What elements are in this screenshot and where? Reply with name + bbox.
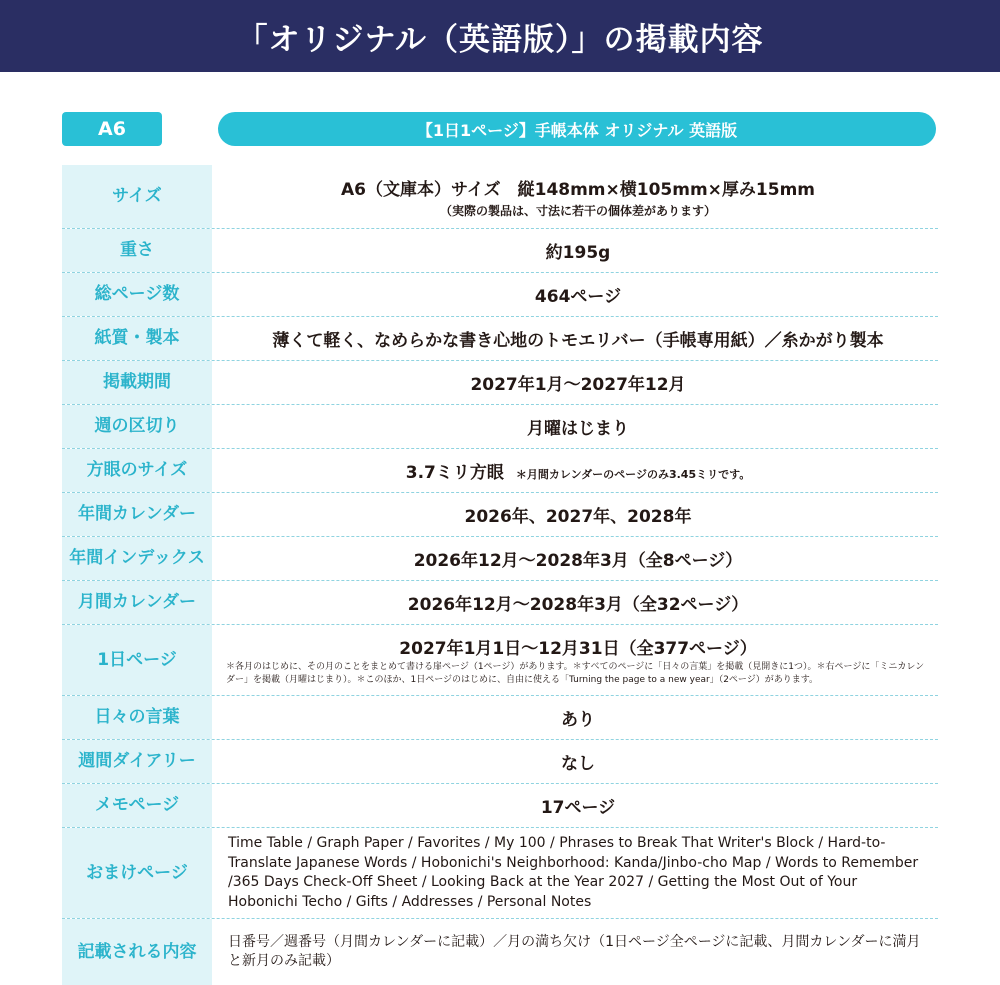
spec-note: ＊各月のはじめに、その月のことをまとめて書ける扉ページ（1ページ）があります。＊すべてのページに「日々の言葉」を掲載（見開きに1つ）。＊右ページに「ミニカレンダー」を掲載（月曜はじまり）。＊このほか、1日ページのはじめに、自由に使える「Turning the page to a new year」（2ページ）があります。 [226,661,925,685]
spec-label: 週間ダイアリー [62,740,212,783]
spec-value: 約195g [545,243,611,263]
spec-row-bonus-pages [62,828,938,919]
spec-value-cell [218,229,938,272]
spec-row-monthly-calendar [62,581,938,625]
spec-value-line [406,458,750,483]
spec-value: 月曜はじまり [527,419,629,439]
spec-label: 掲載期間 [62,361,212,404]
spec-value: 17ページ [540,798,616,818]
spec-value: 2027年1月1日〜12月31日（全377ページ） [399,638,757,659]
spec-value: なし [561,754,595,774]
spec-label: 方眼のサイズ [62,449,212,492]
spec-row-grid-size [62,449,938,493]
spec-label: 月間カレンダー [62,581,212,624]
spec-label: 1日ページ [62,625,212,695]
spec-row-yearly-index [62,537,938,581]
page-title: 「オリジナル（英語版）」の掲載内容 [236,21,764,58]
spec-label: 週の区切り [62,405,212,448]
spec-row-weight [62,229,938,273]
spec-row-paper [62,317,938,361]
spec-note: （実際の製品は、寸法に若干の個体差があります） [439,203,716,218]
spec-label: おまけページ [62,828,212,918]
spec-value: 2026年12月〜2028年3月（全8ページ） [413,551,743,571]
spec-value-cell [218,273,938,316]
spec-value-cell [218,449,938,492]
spec-label: 記載される内容 [62,919,212,985]
spec-label: 総ページ数 [62,273,212,316]
spec-value-cell [218,165,938,228]
spec-table [62,165,938,985]
spec-value-cell [218,493,938,536]
spec-label: メモページ [62,784,212,827]
size-badge: A6 [62,112,162,146]
spec-row-yearly-calendar [62,493,938,537]
spec-value: 2026年、2027年、2028年 [464,507,692,527]
spec-label: サイズ [62,165,212,228]
spec-value-cell [218,581,938,624]
spec-label: 日々の言葉 [62,696,212,739]
spec-label: 重さ [62,229,212,272]
spec-value: 薄くて軽く、なめらかな書き心地のトモエリバー（手帳専用紙）／糸かがり製本 [272,331,884,351]
spec-row-daily-quotes [62,696,938,740]
spec-row-printed-content [62,919,938,985]
spec-value-cell [218,625,938,695]
spec-value-cell [218,405,938,448]
spec-value: A6（文庫本）サイズ 縦148mm×横105mm×厚み15mm [340,179,816,200]
spec-row-memo-pages [62,784,938,828]
product-title: 【1日1ページ】手帳本体 オリジナル 英語版 [218,112,936,146]
spec-row-period [62,361,938,405]
spec-value: 2027年1月〜2027年12月 [470,375,686,395]
spec-value-cell [218,537,938,580]
spec-value-cell [218,740,938,783]
spec-value: 日番号／週番号（月間カレンダーに記載）／月の満ち欠け（1日ページ全ページに記載、月間カレンダーに満月と新月のみ記載） [228,933,921,969]
spec-label: 年間カレンダー [62,493,212,536]
spec-row-pages [62,273,938,317]
spec-value: 3.7ミリ方眼 [405,463,504,483]
spec-label: 年間インデックス [62,537,212,580]
spec-row-size [62,165,938,229]
spec-value-cell [218,696,938,739]
spec-value-cell [218,784,938,827]
spec-value: 464ページ [534,287,622,307]
header-banner [0,0,1000,72]
spec-value: あり [561,710,595,730]
spec-inline-note: ＊月間カレンダーのページのみ3.45ミリです。 [515,468,751,481]
spec-value-cell [218,361,938,404]
spec-row-weekly-diary [62,740,938,784]
spec-row-daily-page [62,625,938,696]
spec-label: 紙質・製本 [62,317,212,360]
spec-value: 2026年12月〜2028年3月（全32ページ） [407,595,749,615]
spec-value: Time Table / Graph Paper / Favorites / My 100 / Phrases to Break That Writer's Block / Hard-to-Translate Japanese Words / Hobonichi's Neighborhood: Kanda/Jinbo-cho Map / Words to Remember /365 Days Check-Off Sheet / Looking Back at the Year 2027 / Getting the Most Out of Your Hobonichi Techo / Gifts / Addresses / Personal Notes [228,835,919,910]
spec-value-cell [218,317,938,360]
spec-row-week-start [62,405,938,449]
